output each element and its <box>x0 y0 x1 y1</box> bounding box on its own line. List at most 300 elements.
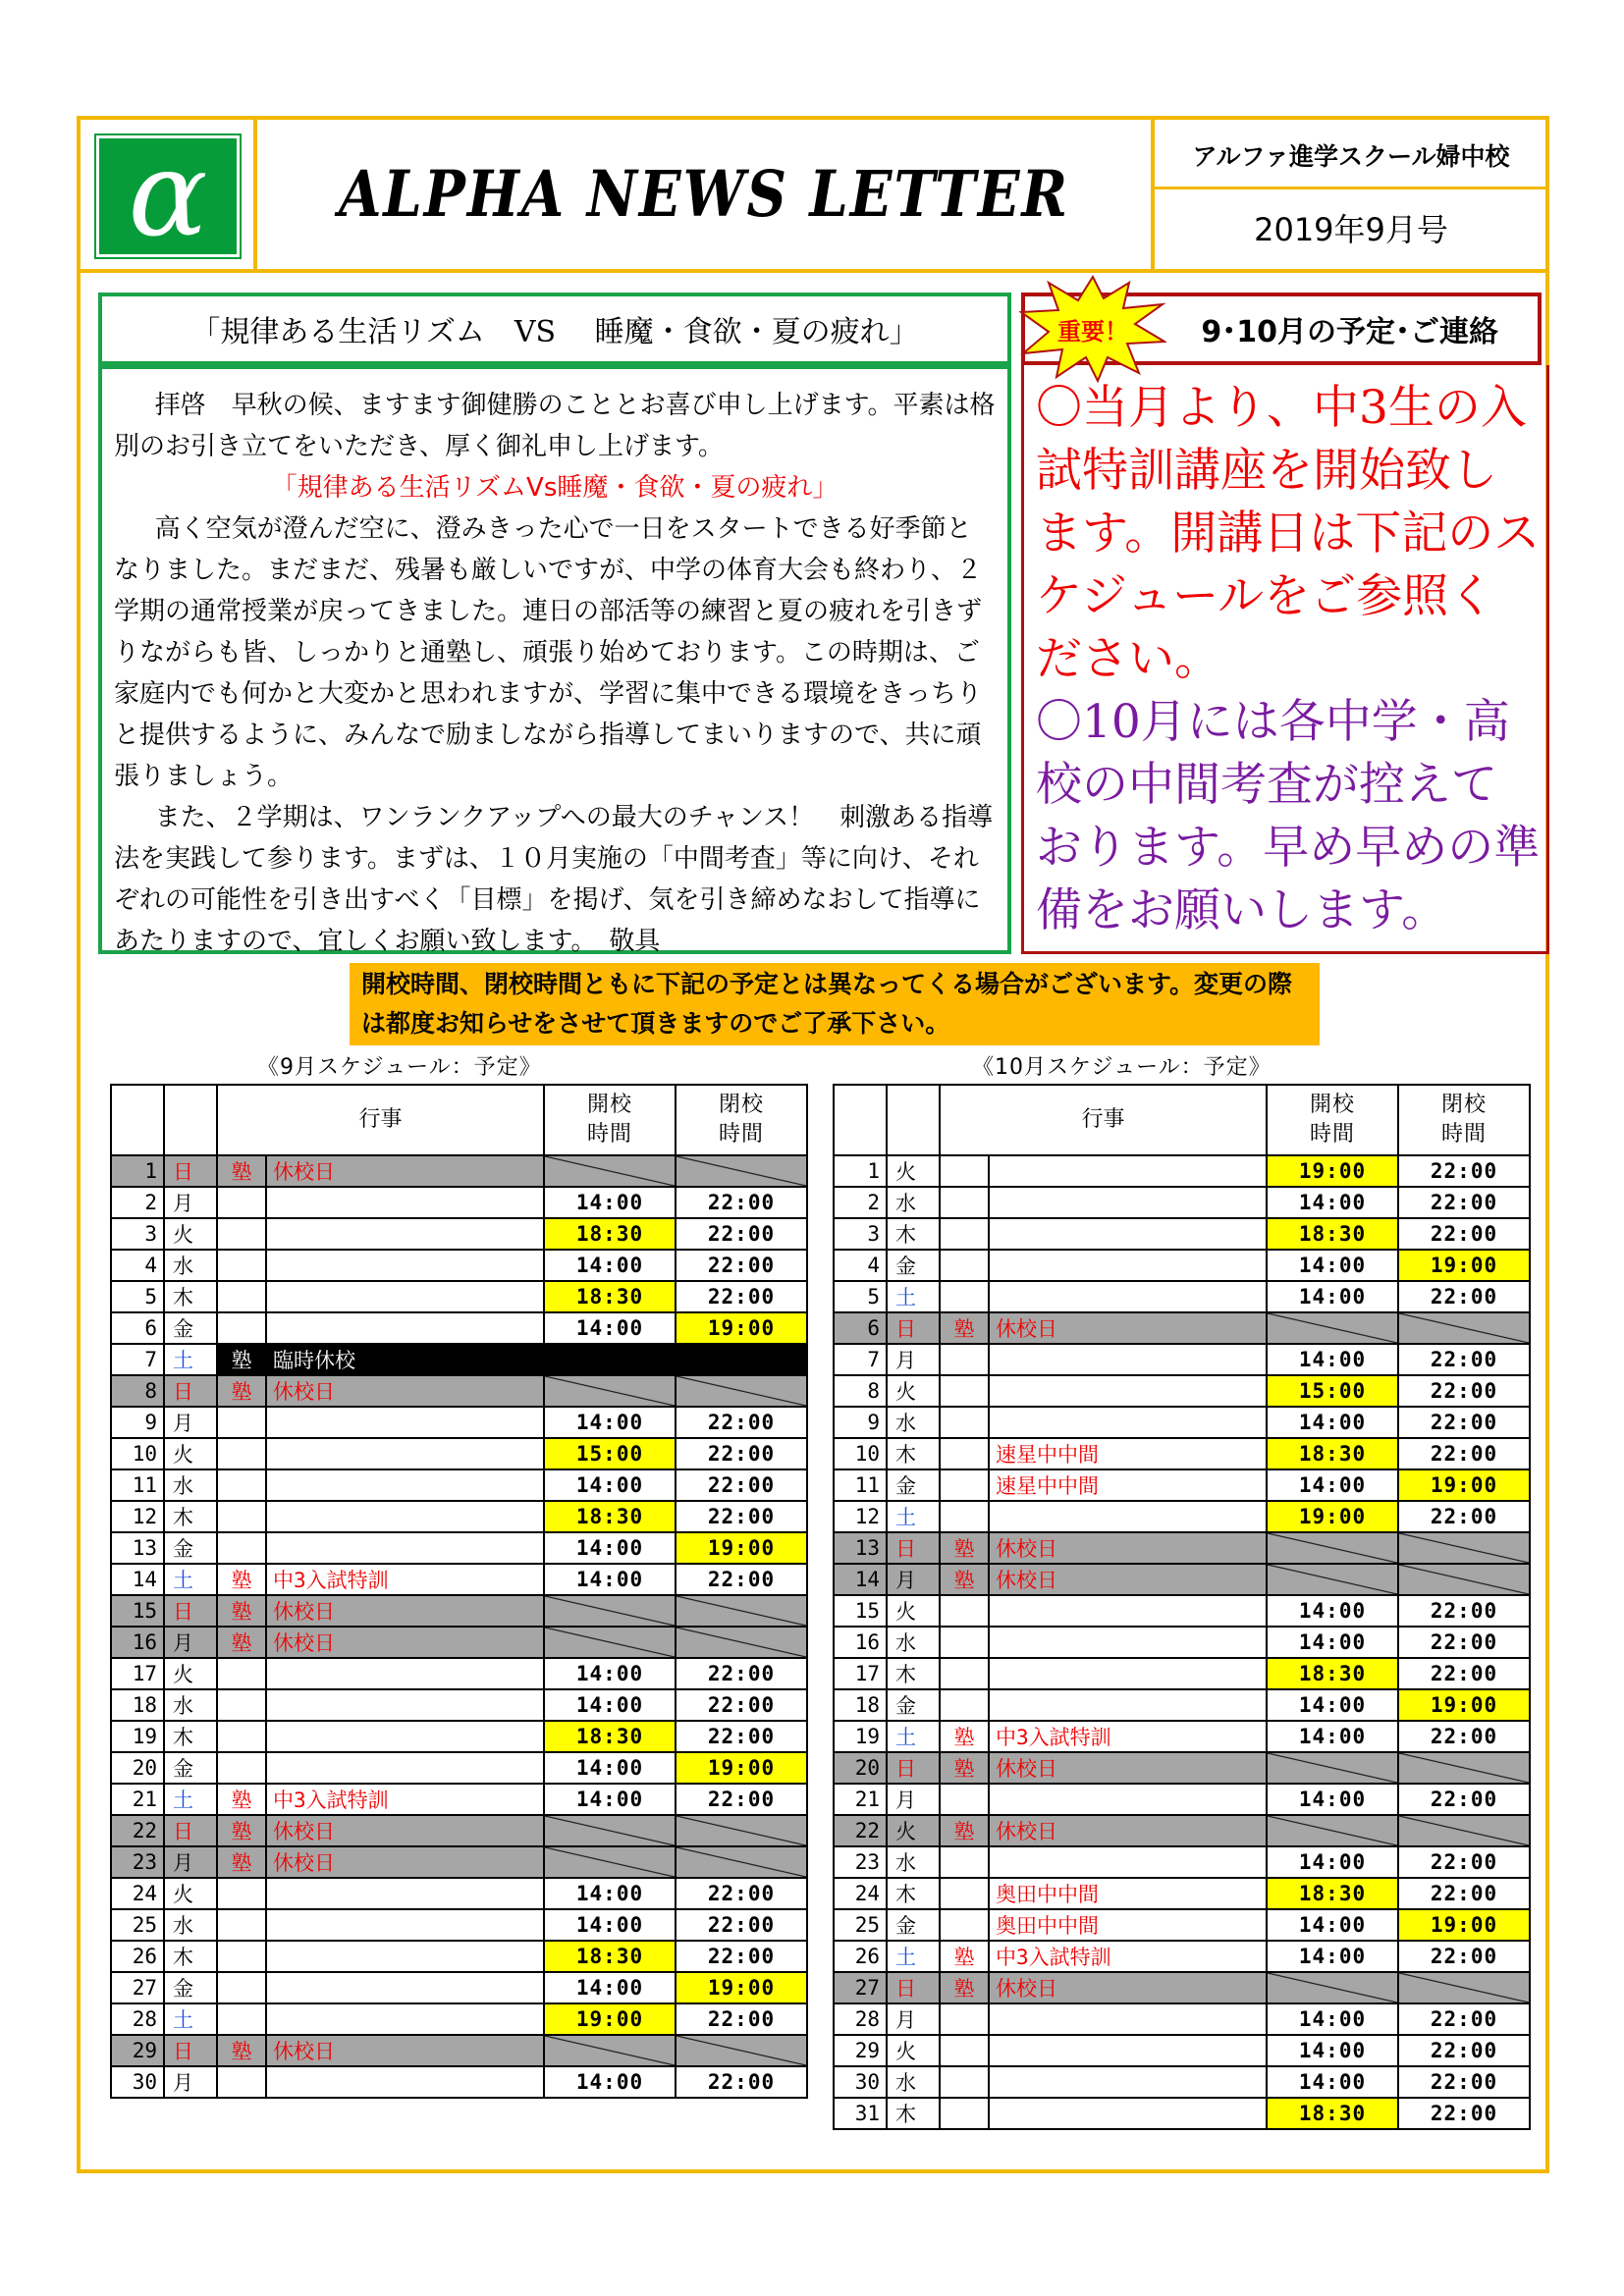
important-note-2: 〇10月には各中学・高校の中間考査が控えております。早め早めの準備をお願いします。 <box>1036 695 1541 937</box>
close-time-cell: 22:00 <box>676 1784 807 1815</box>
day-cell: 21 <box>111 1784 164 1815</box>
close-time-cell: 22:00 <box>1398 2066 1530 2098</box>
letter-paragraph-2: 高く空気が澄んだ空に、澄みきった心で一日をスタートできる好季節となりました。まだまだ、残暑も厳しいですが、中学の体育大会も終わり、２学期の通常授業が戻ってきました。連日の部活等の練習と夏の疲れを引きずりながらも皆、しっかりと通塾し、頑張り始めております。この時期は、ご家庭内でも何かと大変かと思われますが、学習に集中できる環境をきっちりと提供するように、みんなで励ましながら指導してまいりますので、共に頑張りましょう。 <box>114 514 983 791</box>
close-time-cell: 22:00 <box>676 1187 807 1218</box>
close-time-cell: 22:00 <box>676 1878 807 1909</box>
weekday-cell: 火 <box>164 1878 217 1909</box>
weekday-cell: 日 <box>164 2035 217 2066</box>
open-time-cell: 19:00 <box>1267 1155 1398 1187</box>
close-time-cell <box>676 1627 807 1658</box>
open-time-cell: 14:00 <box>1267 1846 1398 1878</box>
day-cell: 17 <box>111 1658 164 1689</box>
event-cell <box>266 2003 544 2035</box>
table-row <box>834 1469 1530 1501</box>
event-cell <box>266 1187 544 1218</box>
close-time-cell: 22:00 <box>676 1909 807 1941</box>
weekday-cell: 土 <box>164 1564 217 1595</box>
day-cell: 1 <box>834 1155 887 1187</box>
day-cell: 21 <box>834 1784 887 1815</box>
open-time-cell: 14:00 <box>544 2066 676 2098</box>
juku-mark-cell: 塾 <box>217 1344 266 1375</box>
close-time-cell <box>1398 1752 1530 1784</box>
close-time-cell: 22:00 <box>676 1469 807 1501</box>
table-row <box>111 1187 807 1218</box>
day-cell: 5 <box>111 1281 164 1312</box>
open-time-cell <box>544 1595 676 1627</box>
open-time-cell: 14:00 <box>544 1784 676 1815</box>
juku-mark-cell <box>217 1752 266 1784</box>
close-time-cell: 22:00 <box>1398 1438 1530 1469</box>
open-time-cell: 14:00 <box>544 1312 676 1344</box>
october-schedule-rows <box>834 1155 1530 2129</box>
close-time-cell: 19:00 <box>1398 1909 1530 1941</box>
close-time-cell: 19:00 <box>1398 1689 1530 1721</box>
day-cell: 13 <box>834 1532 887 1564</box>
event-cell <box>989 1689 1267 1721</box>
close-time-cell: 22:00 <box>676 1564 807 1595</box>
open-time-cell: 14:00 <box>1267 1784 1398 1815</box>
close-time-cell: 19:00 <box>1398 1469 1530 1501</box>
alpha-logo <box>96 135 240 257</box>
close-time-cell: 22:00 <box>1398 1721 1530 1752</box>
table-row <box>111 1407 807 1438</box>
juku-mark-cell <box>217 1281 266 1312</box>
table-row <box>111 1155 807 1187</box>
open-time-cell: 18:30 <box>1267 1658 1398 1689</box>
event-cell <box>989 1784 1267 1815</box>
event-cell <box>266 1501 544 1532</box>
weekday-cell: 火 <box>887 2035 940 2066</box>
event-cell: 奥田中中間 <box>989 1878 1267 1909</box>
juku-mark-cell <box>940 1407 989 1438</box>
table-row <box>111 1815 807 1846</box>
event-cell <box>989 1627 1267 1658</box>
weekday-cell: 月 <box>887 1344 940 1375</box>
juku-mark-cell <box>940 1469 989 1501</box>
close-time-cell: 22:00 <box>676 1250 807 1281</box>
letter-paragraph-1: 拝啓 早秋の候、ますます御健勝のこととお喜び申し上げます。平素は格別のお引き立てをいただき、厚く御礼申し上げます。 <box>114 391 996 461</box>
weekday-cell: 日 <box>887 1532 940 1564</box>
close-time-cell: 22:00 <box>1398 1218 1530 1250</box>
weekday-cell: 金 <box>164 1532 217 1564</box>
weekday-cell: 月 <box>164 1187 217 1218</box>
open-time-cell: 18:30 <box>1267 1438 1398 1469</box>
juku-mark-cell <box>217 1187 266 1218</box>
close-time-cell: 19:00 <box>676 1532 807 1564</box>
open-time-cell: 14:00 <box>1267 1281 1398 1312</box>
weekday-cell: 木 <box>164 1721 217 1752</box>
juku-mark-cell <box>940 1375 989 1407</box>
table-row <box>111 1281 807 1312</box>
schedule-notice: 開校時間、閉校時間ともに下記の予定とは異なってくる場合がございます。変更の際は都度お知らせをさせて頂きますのでご了承下さい。 <box>350 963 1320 1045</box>
table-row <box>111 1721 807 1752</box>
table-row <box>834 1407 1530 1438</box>
open-time-header: 開校 時間 <box>1267 1085 1398 1155</box>
table-row <box>834 1878 1530 1909</box>
day-cell: 9 <box>111 1407 164 1438</box>
table-row <box>834 1627 1530 1658</box>
open-time-cell: 18:30 <box>544 1281 676 1312</box>
open-time-cell: 18:30 <box>1267 2098 1398 2129</box>
open-time-cell: 14:00 <box>544 1689 676 1721</box>
alpha-logo-icon <box>99 138 237 254</box>
juku-mark-cell: 塾 <box>940 1721 989 1752</box>
juku-mark-cell: 塾 <box>217 1564 266 1595</box>
event-cell <box>989 1407 1267 1438</box>
day-cell: 18 <box>111 1689 164 1721</box>
table-row <box>834 1564 1530 1595</box>
juku-mark-cell: 塾 <box>217 1595 266 1627</box>
weekday-cell: 木 <box>887 2098 940 2129</box>
open-time-cell <box>1267 1972 1398 2003</box>
day-cell: 4 <box>111 1250 164 1281</box>
close-time-cell <box>676 2035 807 2066</box>
table-header-row <box>834 1085 1530 1155</box>
juku-mark-cell <box>217 1721 266 1752</box>
event-cell: 休校日 <box>989 1815 1267 1846</box>
event-cell <box>989 1595 1267 1627</box>
weekday-cell: 水 <box>164 1909 217 1941</box>
event-cell <box>989 2066 1267 2098</box>
day-cell: 2 <box>834 1187 887 1218</box>
weekday-cell: 金 <box>164 1972 217 2003</box>
weekday-cell: 水 <box>887 1407 940 1438</box>
open-time-cell: 18:30 <box>1267 1878 1398 1909</box>
event-cell <box>989 1344 1267 1375</box>
table-row <box>111 2035 807 2066</box>
close-time-cell <box>1398 1312 1530 1344</box>
event-cell: 速星中中間 <box>989 1438 1267 1469</box>
table-row <box>111 1312 807 1344</box>
letter-paragraph-3: また、２学期は、ワンランクアップへの最大のチャンス！ 刺激ある指導法を実践して参ります。まずは、１０月実施の「中間考査」等に向け、それぞれの可能性を引き出すべく「目標」を掲げ、気を引き締めなおして指導にあたりますので、宜しくお願い致します。 敬具 <box>114 803 994 956</box>
day-cell: 1 <box>111 1155 164 1187</box>
table-row <box>834 1752 1530 1784</box>
close-time-cell: 22:00 <box>1398 2098 1530 2129</box>
juku-mark-cell <box>940 1595 989 1627</box>
juku-mark-cell <box>940 1218 989 1250</box>
day-cell: 19 <box>111 1721 164 1752</box>
newsletter-title: ALPHA NEWS LETTER <box>338 157 1070 232</box>
day-cell: 2 <box>111 1187 164 1218</box>
weekday-cell: 水 <box>887 1187 940 1218</box>
event-cell: 休校日 <box>266 1846 544 1878</box>
day-cell: 20 <box>111 1752 164 1784</box>
day-cell: 25 <box>111 1909 164 1941</box>
open-time-cell: 14:00 <box>1267 2035 1398 2066</box>
weekday-cell: 木 <box>887 1878 940 1909</box>
event-cell: 休校日 <box>266 1375 544 1407</box>
table-row <box>111 1595 807 1627</box>
day-cell: 6 <box>834 1312 887 1344</box>
event-header: 行事 <box>217 1085 544 1155</box>
day-cell: 29 <box>111 2035 164 2066</box>
weekday-cell: 水 <box>887 2066 940 2098</box>
day-cell: 5 <box>834 1281 887 1312</box>
open-time-cell: 14:00 <box>1267 2003 1398 2035</box>
event-cell <box>989 1218 1267 1250</box>
important-note-1: 〇当月より、中3生の入試特訓講座を開始致します。開講日は下記のスケジュールをご参照ください。 <box>1036 381 1541 686</box>
juku-mark-cell: 塾 <box>940 1532 989 1564</box>
table-row <box>111 1784 807 1815</box>
juku-mark-cell: 塾 <box>217 1784 266 1815</box>
juku-mark-cell: 塾 <box>217 1815 266 1846</box>
close-time-cell: 22:00 <box>676 1281 807 1312</box>
open-time-cell: 14:00 <box>544 1878 676 1909</box>
event-cell <box>266 1218 544 1250</box>
event-cell <box>266 1689 544 1721</box>
day-cell: 12 <box>834 1501 887 1532</box>
close-time-cell: 22:00 <box>1398 1658 1530 1689</box>
open-time-cell <box>544 1155 676 1187</box>
weekday-cell: 日 <box>164 1375 217 1407</box>
close-time-cell: 22:00 <box>1398 1784 1530 1815</box>
table-row <box>111 1627 807 1658</box>
open-time-cell: 14:00 <box>1267 1595 1398 1627</box>
juku-mark-cell <box>217 1941 266 1972</box>
table-row <box>834 1658 1530 1689</box>
weekday-cell: 水 <box>887 1846 940 1878</box>
juku-mark-cell <box>217 1878 266 1909</box>
close-time-cell <box>1398 1564 1530 1595</box>
open-time-cell: 14:00 <box>1267 1407 1398 1438</box>
weekday-cell: 日 <box>164 1815 217 1846</box>
juku-mark-cell <box>940 1909 989 1941</box>
weekday-cell: 火 <box>164 1218 217 1250</box>
open-time-cell: 18:30 <box>544 1941 676 1972</box>
event-header: 行事 <box>940 1085 1267 1155</box>
weekday-cell: 火 <box>887 1155 940 1187</box>
open-time-cell: 14:00 <box>1267 1344 1398 1375</box>
october-schedule-table <box>833 1084 1531 2130</box>
table-row <box>111 2003 807 2035</box>
table-row <box>834 1784 1530 1815</box>
day-cell: 3 <box>111 1218 164 1250</box>
open-time-cell: 14:00 <box>544 1469 676 1501</box>
table-row <box>834 1721 1530 1752</box>
event-cell: 奥田中中間 <box>989 1909 1267 1941</box>
table-row <box>111 1972 807 2003</box>
juku-mark-cell <box>940 1658 989 1689</box>
event-cell <box>266 1250 544 1281</box>
table-row <box>111 1375 807 1407</box>
open-time-cell <box>1267 1564 1398 1595</box>
weekday-cell: 月 <box>164 1627 217 1658</box>
day-cell: 20 <box>834 1752 887 1784</box>
juku-mark-cell <box>217 2066 266 2098</box>
day-cell: 11 <box>834 1469 887 1501</box>
day-cell: 30 <box>834 2066 887 2098</box>
weekday-cell: 日 <box>887 1752 940 1784</box>
svg-text:α: α <box>128 138 208 254</box>
day-cell: 25 <box>834 1909 887 1941</box>
close-time-cell: 22:00 <box>676 2003 807 2035</box>
close-time-cell: 22:00 <box>676 1721 807 1752</box>
day-cell: 10 <box>834 1438 887 1469</box>
close-time-cell: 19:00 <box>1398 1250 1530 1281</box>
open-time-header: 開校 時間 <box>544 1085 676 1155</box>
event-cell: 中3入試特訓 <box>266 1784 544 1815</box>
weekday-cell: 月 <box>164 1407 217 1438</box>
table-row <box>834 1689 1530 1721</box>
event-cell <box>266 1972 544 2003</box>
table-row <box>111 2066 807 2098</box>
juku-mark-cell <box>940 2066 989 2098</box>
table-row <box>834 1155 1530 1187</box>
weekday-cell: 金 <box>887 1909 940 1941</box>
event-cell: 休校日 <box>266 1595 544 1627</box>
open-time-cell <box>1267 1815 1398 1846</box>
day-cell: 17 <box>834 1658 887 1689</box>
weekday-cell: 月 <box>164 2066 217 2098</box>
juku-mark-cell: 塾 <box>217 1846 266 1878</box>
close-time-cell: 22:00 <box>676 1689 807 1721</box>
weekday-cell: 金 <box>887 1469 940 1501</box>
weekday-cell: 木 <box>164 1501 217 1532</box>
day-cell: 7 <box>834 1344 887 1375</box>
close-time-cell: 22:00 <box>676 1501 807 1532</box>
table-row <box>111 1941 807 1972</box>
weekday-cell: 木 <box>887 1438 940 1469</box>
close-time-cell: 19:00 <box>676 1752 807 1784</box>
open-time-cell: 14:00 <box>544 1752 676 1784</box>
day-cell: 22 <box>834 1815 887 1846</box>
day-cell: 12 <box>111 1501 164 1532</box>
juku-mark-cell <box>217 1501 266 1532</box>
juku-mark-cell <box>217 1438 266 1469</box>
juku-mark-cell <box>940 2003 989 2035</box>
day-cell: 24 <box>834 1878 887 1909</box>
weekday-cell: 月 <box>887 2003 940 2035</box>
event-cell <box>266 1281 544 1312</box>
day-cell: 10 <box>111 1438 164 1469</box>
event-cell: 中3入試特訓 <box>266 1564 544 1595</box>
close-time-cell: 22:00 <box>1398 1846 1530 1878</box>
table-row <box>834 2003 1530 2035</box>
day-cell: 14 <box>111 1564 164 1595</box>
table-row <box>834 1909 1530 1941</box>
table-row <box>834 1187 1530 1218</box>
close-time-cell: 22:00 <box>676 1658 807 1689</box>
weekday-cell: 金 <box>887 1250 940 1281</box>
table-row <box>834 1344 1530 1375</box>
day-cell: 19 <box>834 1721 887 1752</box>
juku-mark-cell <box>940 1438 989 1469</box>
juku-mark-cell <box>940 1689 989 1721</box>
juku-mark-cell: 塾 <box>940 1312 989 1344</box>
open-time-cell: 15:00 <box>544 1438 676 1469</box>
day-cell: 31 <box>834 2098 887 2129</box>
event-cell <box>989 1846 1267 1878</box>
juku-mark-cell: 塾 <box>940 1941 989 1972</box>
day-cell: 30 <box>111 2066 164 2098</box>
table-row <box>111 1469 807 1501</box>
juku-mark-cell: 塾 <box>940 1972 989 2003</box>
open-time-cell: 14:00 <box>544 1972 676 2003</box>
weekday-cell: 水 <box>164 1689 217 1721</box>
open-time-cell: 14:00 <box>1267 1187 1398 1218</box>
event-cell: 中3入試特訓 <box>989 1721 1267 1752</box>
table-row <box>111 1689 807 1721</box>
event-cell: 休校日 <box>266 1155 544 1187</box>
weekday-cell: 土 <box>164 1784 217 1815</box>
close-time-cell: 22:00 <box>1398 1281 1530 1312</box>
open-time-cell <box>544 1375 676 1407</box>
event-cell <box>266 1909 544 1941</box>
day-cell: 14 <box>834 1564 887 1595</box>
open-time-cell: 14:00 <box>1267 1721 1398 1752</box>
event-cell <box>266 1752 544 1784</box>
weekday-cell: 土 <box>164 2003 217 2035</box>
open-time-cell: 14:00 <box>1267 1627 1398 1658</box>
event-cell: 休校日 <box>266 1627 544 1658</box>
event-cell <box>266 1438 544 1469</box>
weekday-cell: 木 <box>887 1658 940 1689</box>
weekday-cell: 日 <box>887 1312 940 1344</box>
day-cell: 23 <box>834 1846 887 1878</box>
table-row <box>834 1375 1530 1407</box>
day-cell: 16 <box>834 1627 887 1658</box>
open-time-cell: 18:30 <box>544 1218 676 1250</box>
day-cell: 16 <box>111 1627 164 1658</box>
open-time-cell: 14:00 <box>544 1407 676 1438</box>
weekday-cell: 水 <box>164 1250 217 1281</box>
juku-mark-cell <box>217 1250 266 1281</box>
important-badge-label: 重要！ <box>1057 317 1128 346</box>
open-time-cell: 14:00 <box>544 1564 676 1595</box>
weekday-cell: 金 <box>164 1752 217 1784</box>
september-schedule-rows <box>111 1155 807 2098</box>
open-time-cell <box>1267 1312 1398 1344</box>
close-time-cell: 22:00 <box>676 1218 807 1250</box>
close-time-header: 閉校 時間 <box>676 1085 807 1155</box>
day-cell: 13 <box>111 1532 164 1564</box>
table-row <box>834 1312 1530 1344</box>
event-cell <box>989 2035 1267 2066</box>
table-row <box>111 1438 807 1469</box>
juku-mark-cell: 塾 <box>217 1375 266 1407</box>
close-time-cell: 22:00 <box>1398 1155 1530 1187</box>
table-row <box>834 1250 1530 1281</box>
table-row <box>111 1564 807 1595</box>
close-time-cell: 22:00 <box>1398 2035 1530 2066</box>
event-cell <box>989 1658 1267 1689</box>
day-cell: 6 <box>111 1312 164 1344</box>
letter-subtitle: 「規律ある生活リズムVs睡魔・食欲・夏の疲れ」 <box>271 473 839 503</box>
weekday-cell: 土 <box>887 1941 940 1972</box>
event-cell: 休校日 <box>989 1564 1267 1595</box>
juku-mark-cell: 塾 <box>217 1155 266 1187</box>
open-time-cell: 15:00 <box>1267 1375 1398 1407</box>
close-time-cell <box>1398 1532 1530 1564</box>
juku-mark-cell <box>940 1281 989 1312</box>
open-time-cell <box>1267 1752 1398 1784</box>
juku-mark-cell: 塾 <box>940 1752 989 1784</box>
weekday-cell: 月 <box>887 1564 940 1595</box>
open-time-cell: 19:00 <box>1267 1501 1398 1532</box>
close-time-cell <box>676 1375 807 1407</box>
weekday-cell: 木 <box>164 1941 217 1972</box>
day-cell: 24 <box>111 1878 164 1909</box>
important-heading: 9･10月の予定･ご連絡 <box>1021 293 1542 365</box>
event-cell: 速星中中間 <box>989 1469 1267 1501</box>
table-row <box>834 1595 1530 1627</box>
open-time-cell: 14:00 <box>544 1187 676 1218</box>
event-cell <box>266 1721 544 1752</box>
event-cell: 休校日 <box>266 1815 544 1846</box>
table-row <box>834 1532 1530 1564</box>
weekday-cell: 木 <box>164 1281 217 1312</box>
weekday-cell: 火 <box>887 1595 940 1627</box>
